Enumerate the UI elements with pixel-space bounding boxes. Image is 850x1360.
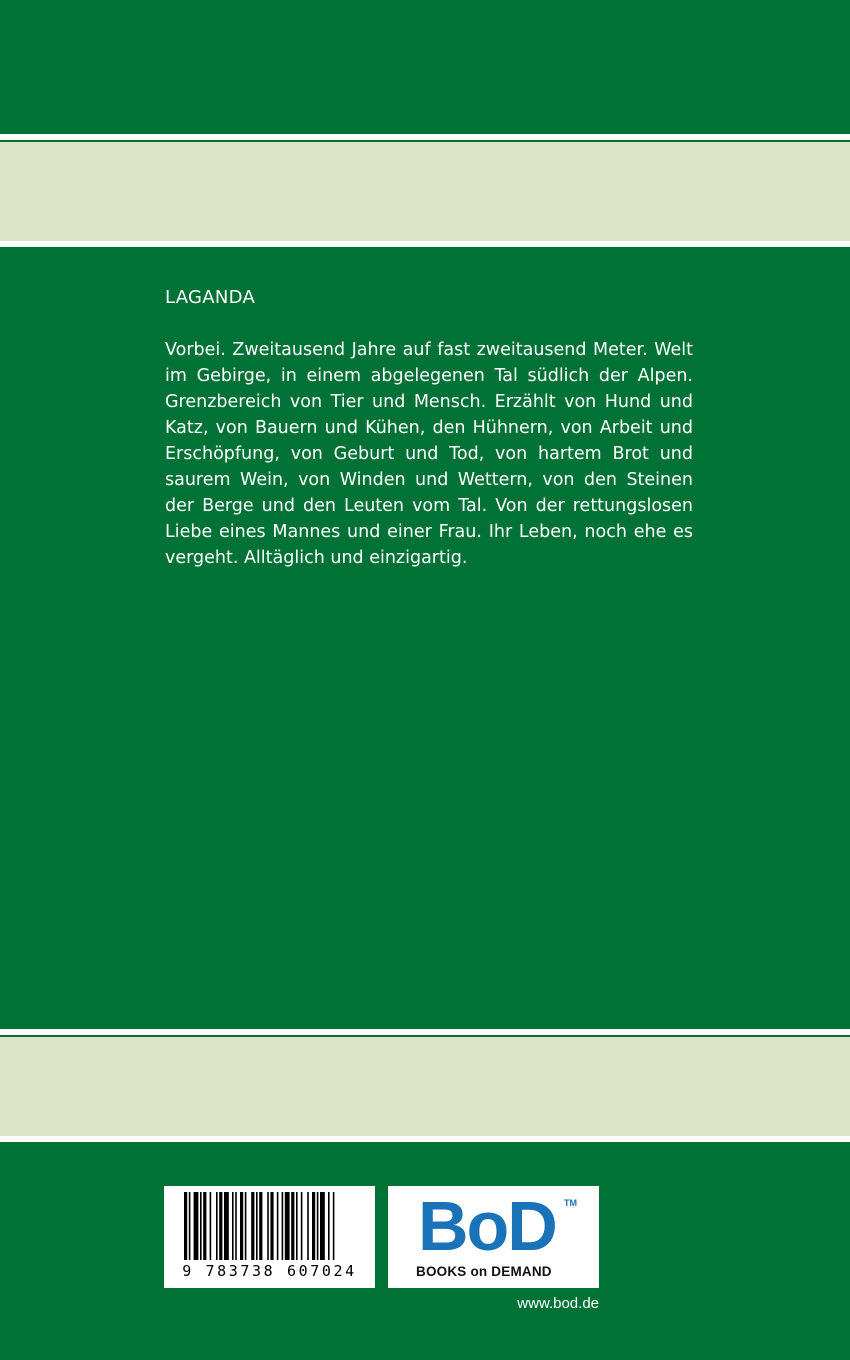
trademark-sign: TM bbox=[564, 1198, 577, 1208]
top-rule-lower bbox=[0, 241, 850, 247]
barcode-bar bbox=[307, 1192, 309, 1260]
barcode-bar bbox=[194, 1192, 199, 1260]
barcode-bar bbox=[291, 1192, 294, 1260]
bod-logo-mark: BoD bbox=[418, 1187, 556, 1265]
barcode-bars bbox=[164, 1186, 375, 1266]
barcode-bar bbox=[240, 1192, 243, 1260]
isbn-barcode bbox=[164, 1186, 375, 1288]
barcode-bar bbox=[259, 1192, 262, 1260]
barcode-bar bbox=[251, 1192, 254, 1260]
bottom-pale-band bbox=[0, 1037, 850, 1136]
barcode-bar bbox=[301, 1192, 303, 1260]
publisher-url: www.bod.de bbox=[517, 1295, 599, 1312]
barcode-bar bbox=[245, 1192, 247, 1260]
barcode-bar bbox=[277, 1192, 279, 1260]
top-rule bbox=[0, 134, 850, 140]
barcode-bar bbox=[312, 1192, 315, 1260]
barcode-bar bbox=[317, 1192, 319, 1260]
publisher-logo bbox=[388, 1186, 599, 1288]
barcode-bar bbox=[184, 1192, 187, 1260]
barcode-bar bbox=[235, 1192, 237, 1260]
barcode-bar bbox=[219, 1192, 222, 1260]
barcode-bar bbox=[328, 1192, 330, 1260]
barcode-bar bbox=[296, 1192, 298, 1260]
top-pale-band bbox=[0, 142, 850, 241]
barcode-bar bbox=[333, 1192, 335, 1260]
book-title: LAGANDA bbox=[165, 287, 256, 308]
barcode-bar bbox=[200, 1192, 202, 1260]
barcode-bar bbox=[232, 1192, 234, 1260]
bottom-rule-lower bbox=[0, 1136, 850, 1142]
barcode-bar bbox=[285, 1192, 290, 1260]
isbn-number: 9 783738 607024 bbox=[182, 1262, 357, 1280]
barcode-bar bbox=[210, 1192, 212, 1260]
barcode-bar bbox=[270, 1192, 273, 1260]
bottom-rule bbox=[0, 1029, 850, 1035]
barcode-bar bbox=[189, 1192, 191, 1260]
barcode-bar bbox=[224, 1192, 229, 1260]
barcode-bar bbox=[216, 1192, 218, 1260]
book-blurb: Vorbei. Zweitausend Jahre auf fast zweitausend Meter. Welt im Gebirge, in einem abgelegenen Tal südlich der Alpen. Grenzbereich von Tier und Mensch. Erzählt von Hund und Katz, von Bauern und Kühen, den Hühnern, von Arbeit und Erschöpfung, von Geburt und Tod, von hartem Brot und saurem Wein, von Winden und Wettern, von den Steinen der Berge und den Leuten vom Tal. Von der rettungslosen Liebe eines Mannes und einer Frau. Ihr Leben, noch ehe es vergeht. Alltäglich und einzigartig. bbox=[165, 340, 693, 568]
barcode-bar bbox=[256, 1192, 258, 1260]
publisher-tagline: BOOKS on DEMAND bbox=[416, 1264, 552, 1279]
barcode-bar bbox=[282, 1192, 284, 1260]
barcode-bar bbox=[203, 1192, 206, 1260]
barcode-bar bbox=[267, 1192, 269, 1260]
barcode-bar bbox=[320, 1192, 325, 1260]
